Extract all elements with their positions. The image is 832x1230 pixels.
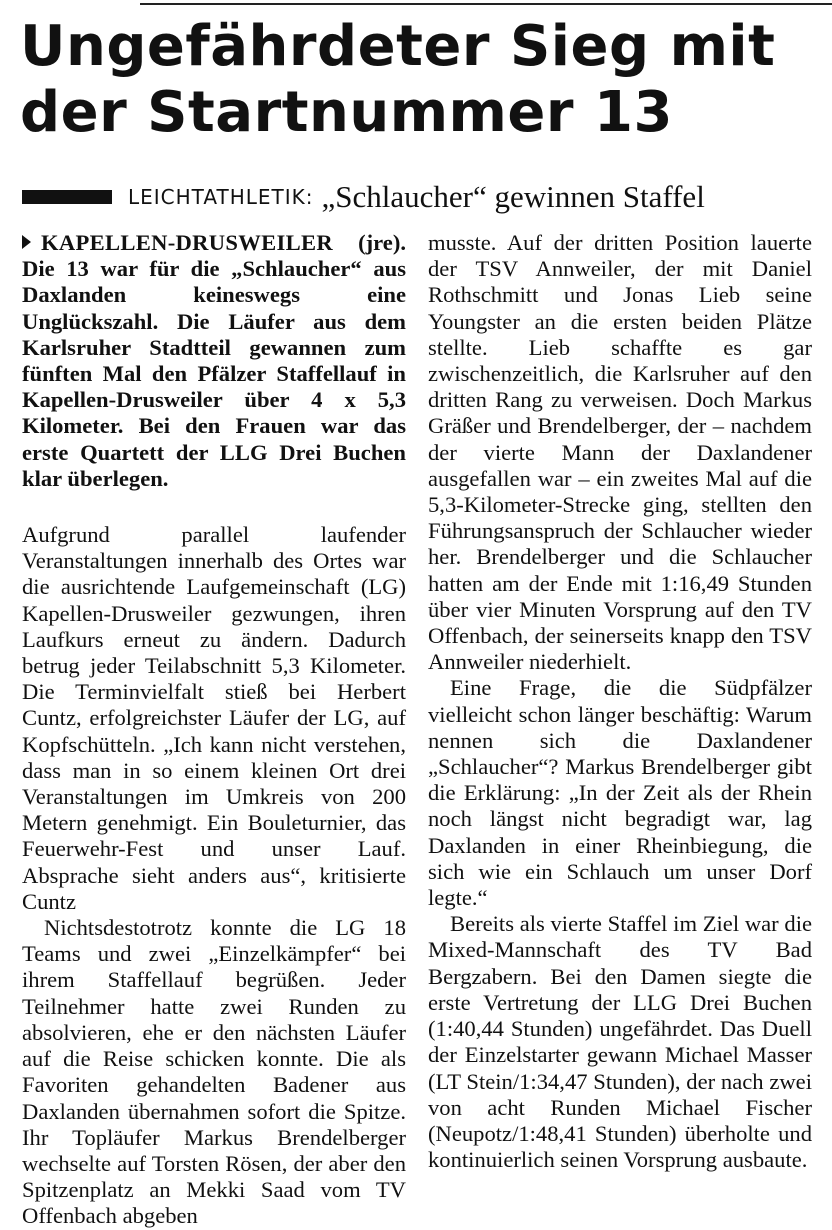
top-rule	[140, 3, 832, 5]
arrow-icon	[22, 235, 31, 249]
author: (jre).	[358, 230, 406, 255]
body-paragraph: Nichtsdestotrotz konnte die LG 18 Teams und zwei „Einzelkämpfer“ bei ihrem Staffellauf begrüßen. Jeder Teilnehmer hatte zwei Runden zu absolvieren, ehe er den nächsten Läufer auf die Reise schicken konnte. Die als Favoriten gehandelten Badener aus Daxlanden übernahmen sofort die Spitze. Ihr Topläufer Markus Brendelberger wechselte auf Torsten Rösen, der aber den Spitzenplatz an Mekki Saad vom TV Offenbach abgeben	[22, 915, 406, 1229]
subhead: „Schlaucher“ gewinnen Staffel	[321, 179, 705, 214]
kicker: LEICHTATHLETIK:	[128, 185, 314, 209]
column-right	[428, 230, 812, 1173]
kicker-bar	[22, 190, 112, 204]
body-paragraph: Aufgrund parallel laufender Veranstaltungen innerhalb des Ortes war die ausrichtende Laufgemeinschaft (LG) Kapellen-Drusweiler gezwungen, ihren Laufkurs erneut zu ändern. Dadurch betrug jeder Teilabschnitt 5,3 Kilometer. Die Terminvielfalt stieß bei Herbert Cuntz, erfolgreichster Läufer der LG, auf Kopfschütteln. „Ich kann nicht verstehen, dass man in so einem kleinen Ort drei Veranstaltungen im Umkreis von 200 Metern genehmigt. Ein Bouleturnier, das Feuerwehr-Fest und unser Lauf. Absprache sieht anders aus“, kritisierte Cuntz	[22, 522, 406, 914]
lead-text: Die 13 war für die „Schlaucher“ aus Daxlanden keineswegs eine Unglückszahl. Die Läufer aus dem Karlsruher Stadtteil gewannen zum fünften Mal den Pfälzer Staffellauf in Kapellen-Drusweiler über 4 x 5,3 Kilometer. Bei den Frauen war das erste Quartett der LLG Drei Buchen klar überlegen.	[22, 256, 406, 491]
body-paragraph: Eine Frage, die die Südpfälzer vielleicht schon länger beschäftig: Warum nennen sich die Daxlandener „Schlaucher“? Markus Brendelberger gibt die Erklärung: „In der Zeit als der Rhein noch längst nicht begradigt war, lag Daxlanden in einer Rheinbiegung, die sich wie ein Schlauch um unser Dorf legte.“	[428, 675, 812, 911]
column-left	[22, 230, 406, 1230]
kicker-row	[22, 175, 822, 219]
headline: Ungefährdeter Sieg mit der Startnummer 13	[20, 14, 776, 145]
lead-paragraph	[22, 230, 406, 492]
body-paragraph: musste. Auf der dritten Position lauerte der TSV Annweiler, der mit Daniel Rothschmitt und Jonas Lieb seine Youngster an die ersten beiden Plätze stellte. Lieb schaffte es gar zwischenzeitlich, die Karlsruher auf den dritten Rang zu verweisen. Doch Markus Gräßer und Brendelberger, der – nachdem der vierte Mann der Daxlandener ausgefallen war – ein zweites Mal auf die 5,3-Kilometer-Strecke ging, stellten den Führungsanspruch der Schlaucher wieder her. Brendelberger und die Schlaucher hatten am der Ende mit 1:16,49 Stunden über vier Minuten Vorsprung auf den TV Offenbach, der seinerseits knapp den TSV Annweiler niederhielt.	[428, 230, 812, 675]
dateline: KAPELLEN-DRUSWEILER	[41, 230, 333, 255]
body-paragraph: Bereits als vierte Staffel im Ziel war die Mixed-Mannschaft des TV Bad Bergzabern. Bei den Damen siegte die erste Vertretung der LLG Drei Buchen (1:40,44 Stunden) ungefährdet. Das Duell der Einzelstarter gewann Michael Masser (LT Stein/1:34,47 Stunden), der nach zwei von acht Runden Michael Fischer (Neupotz/1:48,41 Stunden) überholte und kontinuierlich seinen Vorsprung ausbaute.	[428, 911, 812, 1173]
